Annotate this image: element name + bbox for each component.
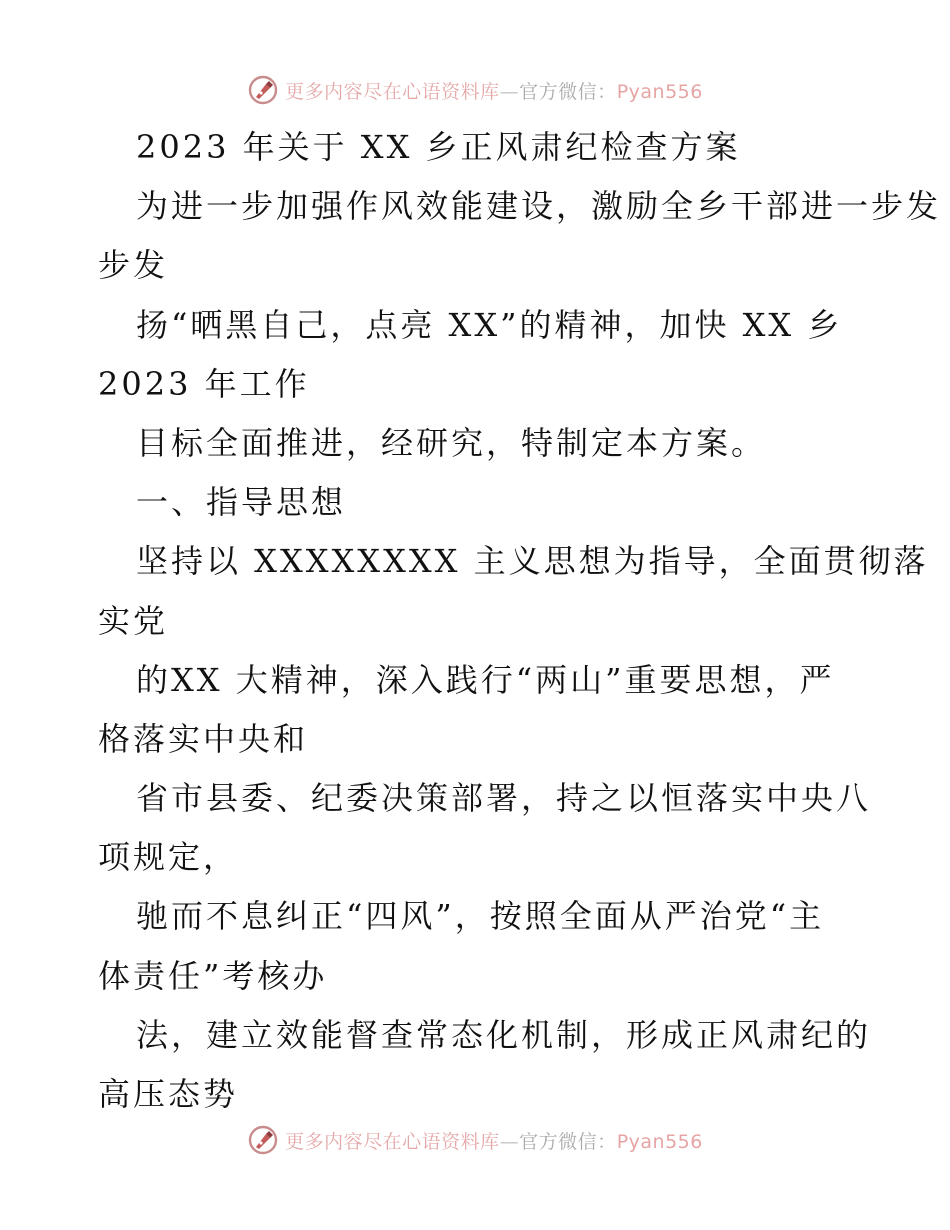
paragraph-line: 2023 年工作: [98, 364, 310, 403]
paragraph-line: 省市县委、纪委决策部署，持之以恒落实中央八: [136, 779, 872, 818]
paragraph-line: 法，建立效能督查常态化机制，形成正风肃纪的: [136, 1015, 872, 1054]
watermark-separator: —: [499, 80, 520, 103]
watermark-wechat-label: 官方微信：: [519, 1130, 617, 1153]
pen-nib-logo-icon: [247, 1124, 279, 1156]
paragraph-line: 坚持以 XXXXXXXX 主义思想为指导，全面贯彻落: [136, 542, 929, 581]
section-heading: 一、指导思想: [136, 483, 347, 522]
header-watermark: [0, 70, 950, 110]
footer-watermark-inner: [247, 1124, 703, 1156]
document-body: [98, 118, 942, 1124]
watermark-wechat-id: Pyan556: [616, 80, 703, 103]
watermark-main-text: 更多内容尽在心语资料库: [285, 1130, 500, 1153]
paragraph-line: 步发: [98, 246, 169, 285]
paragraph-line: 的XX 大精神，深入践行“两山”重要思想，严: [136, 660, 835, 699]
paragraph-line: 项规定，: [98, 838, 239, 877]
watermark-separator: —: [499, 1130, 520, 1153]
paragraph-line: 驰而不息纠正“四风”，按照全面从严治党“主: [136, 897, 825, 936]
watermark-text: [285, 77, 703, 104]
footer-watermark: [0, 1120, 950, 1160]
paragraph-line: 扬“晒黑自己，点亮 XX”的精神，加快 XX 乡: [136, 305, 843, 344]
watermark-text: [285, 1127, 703, 1154]
paragraph-line: 实党: [98, 601, 169, 640]
paragraph-line: 格落实中央和: [98, 719, 309, 758]
watermark-wechat-label: 官方微信：: [519, 80, 617, 103]
watermark-wechat-id: Pyan556: [616, 1130, 703, 1153]
paragraph-line: 为进一步加强作风效能建设，激励全乡干部进一步发: [136, 187, 942, 226]
watermark-main-text: 更多内容尽在心语资料库: [285, 80, 500, 103]
paragraph-line: 目标全面推进，经研究，特制定本方案。: [136, 423, 767, 462]
pen-nib-logo-icon: [247, 74, 279, 106]
header-watermark-inner: [247, 74, 703, 106]
paragraph-line: 高压态势: [98, 1075, 239, 1113]
document-title: 2023 年关于 XX 乡正风肃纪检查方案: [136, 128, 741, 166]
paragraph-line: 体责任”考核办: [98, 956, 328, 995]
